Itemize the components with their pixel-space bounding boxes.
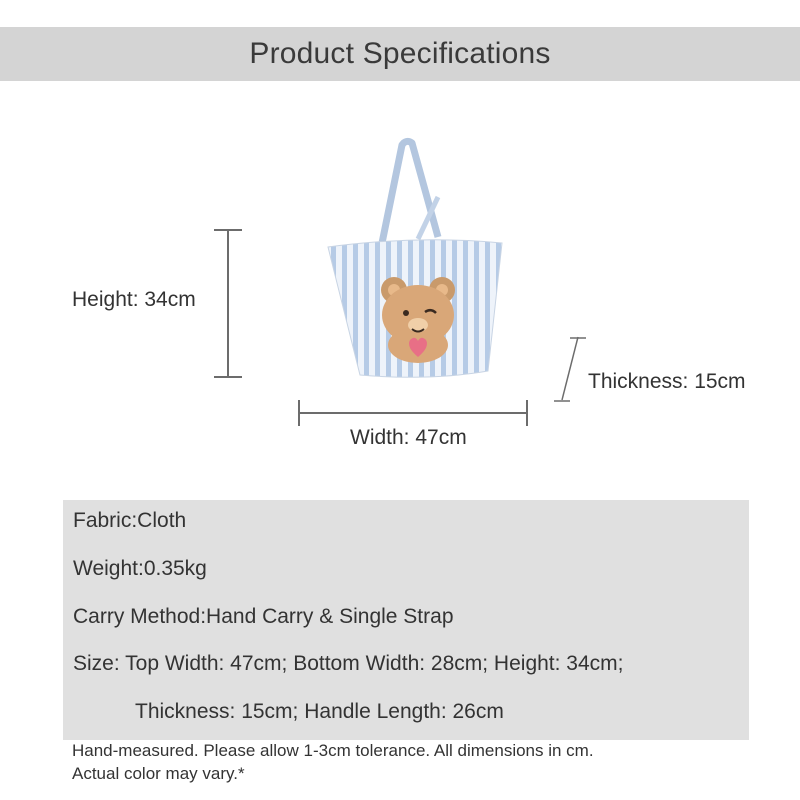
product-image — [320, 135, 510, 395]
width-dimension-cap-right — [526, 400, 528, 426]
spec-weight: Weight:0.35kg — [73, 557, 207, 580]
thickness-label: Thickness: 15cm — [588, 370, 746, 393]
height-dimension-cap-bottom — [214, 376, 242, 378]
tote-bag-icon — [320, 135, 510, 395]
spec-size-continued: Thickness: 15cm; Handle Length: 26cm — [135, 700, 504, 723]
spec-fabric: Fabric:Cloth — [73, 509, 187, 532]
spec-size: Size: Top Width: 47cm; Bottom Width: 28cm; Height: 34cm; — [73, 652, 624, 675]
page-title: Product Specifications — [249, 37, 551, 70]
height-dimension-line — [227, 230, 229, 377]
specs-panel — [63, 500, 749, 740]
width-dimension-line — [298, 412, 527, 414]
measurement-note: Hand-measured. Please allow 1-3cm tolerance. All dimensions in cm. — [72, 741, 594, 760]
thickness-dimension-line — [550, 332, 590, 407]
spec-carry-method: Carry Method:Hand Carry & Single Strap — [73, 605, 454, 628]
height-dimension-cap-top — [214, 229, 242, 231]
width-dimension-cap-left — [298, 400, 300, 426]
width-label: Width: 47cm — [350, 426, 467, 449]
title-banner — [0, 27, 800, 81]
color-note: Actual color may vary.* — [72, 764, 245, 783]
height-label: Height: 34cm — [72, 288, 196, 311]
